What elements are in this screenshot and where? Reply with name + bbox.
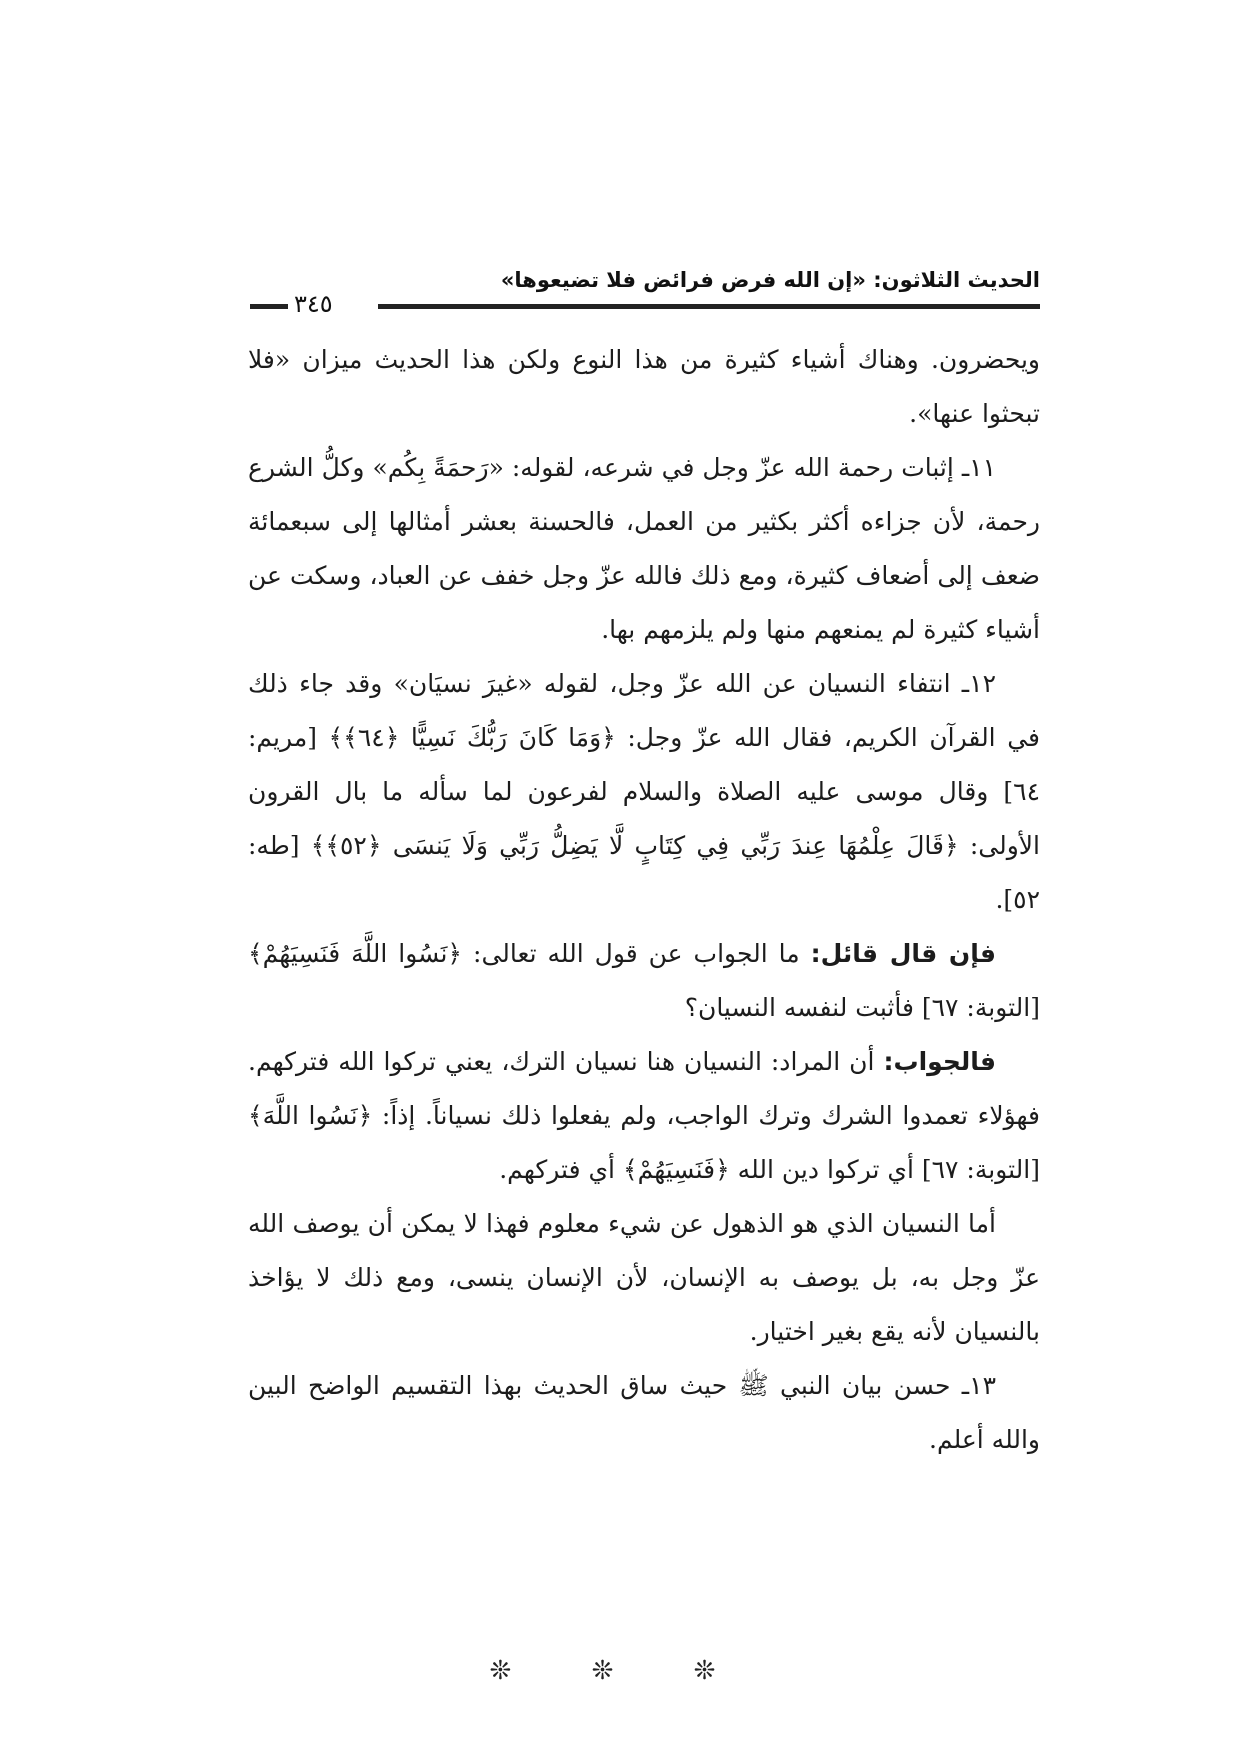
body-text [248, 333, 1040, 1467]
paragraph-objection [248, 927, 1040, 1035]
answer-lead: فالجواب: [883, 1047, 996, 1076]
objection-lead: فإن قال قائل: [810, 939, 996, 968]
paragraph-continuation: ويحضرون. وهناك أشياء كثيرة من هذا النوع ولكن هذا الحديث ميزان «فلا تبحثوا عنها». [248, 345, 1040, 428]
header-rule [378, 304, 1040, 309]
header-title: الحديث الثلاثون: «إن الله فرض فرائض فلا تضيعوها» [500, 268, 1040, 292]
section-ornament: ❊ ❊ ❊ [489, 1656, 752, 1686]
paragraph-forgetting: أما النسيان الذي هو الذهول عن شيء معلوم فهذا لا يمكن أن يوصف الله عزّ وجل به، بل يوصف به الإنسان، لأن الإنسان ينسى، ومع ذلك لا يؤاخذ بالنسيان لأنه يقع بغير اختيار. [248, 1209, 1040, 1346]
page-number: ٣٤٥ [294, 290, 333, 318]
answer-text: أن المراد: النسيان هنا نسيان الترك، يعني تركوا الله فتركهم. فهؤلاء تعمدوا الشرك وترك الواجب، ولم يفعلوا ذلك نسياناً. إذاً: ﴿نَسُوا اللَّهَ﴾ [التوبة: ٦٧] أي تركوا دين الله ﴿فَنَسِيَهُمْ﴾ أي فتركهم. [248, 1047, 1040, 1184]
paragraph-point-13: ١٣ـ حسن بيان النبي ﷺ حيث ساق الحديث بهذا التقسيم الواضح البين والله أعلم. [248, 1371, 1040, 1454]
objection-text: ما الجواب عن قول الله تعالى: ﴿نَسُوا اللَّهَ فَنَسِيَهُمْ﴾ [التوبة: ٦٧] فأثبت لنفسه النسيان؟ [248, 939, 1040, 1022]
header-rule-left [250, 304, 288, 309]
running-header [250, 268, 1040, 322]
paragraph-point-11: ١١ـ إثبات رحمة الله عزّ وجل في شرعه، لقوله: «رَحمَةً بِكُم» وكلُّ الشرع رحمة، لأن جزاءه أكثر بكثير من العمل، فالحسنة بعشر أمثالها إلى سبعمائة ضعف إلى أضعاف كثيرة، ومع ذلك فالله عزّ وجل خفف عن العباد، وسكت عن أشياء كثيرة لم يمنعهم منها ولم يلزمهم بها. [248, 453, 1040, 644]
paragraph-point-12: ١٢ـ انتفاء النسيان عن الله عزّ وجل، لقوله «غيرَ نسيَان» وقد جاء ذلك في القرآن الكريم، فقال الله عزّ وجل: ﴿وَمَا كَانَ رَبُّكَ نَسِيًّا ﴿٦٤﴾﴾ [مريم: ٦٤] وقال موسى عليه الصلاة والسلام لفرعون لما سأله ما بال القرون الأولى: ﴿قَالَ عِلْمُهَا عِندَ رَبِّي فِي كِتَابٍ لَّا يَضِلُّ رَبِّي وَلَا يَنسَى ﴿٥٢﴾﴾ [طه: ٥٢]. [248, 669, 1040, 914]
paragraph-answer [248, 1035, 1040, 1197]
